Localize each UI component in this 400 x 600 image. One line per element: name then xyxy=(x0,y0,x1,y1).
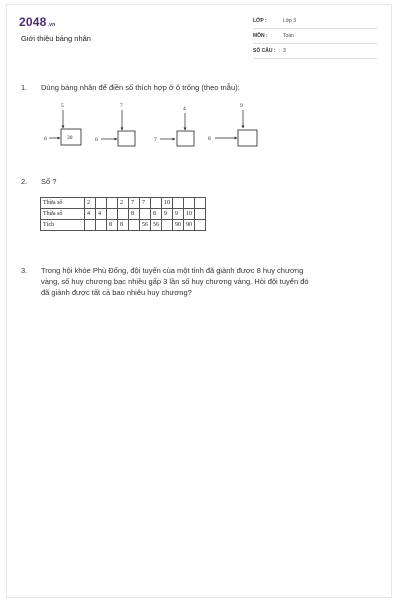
table-cell[interactable]: 8 xyxy=(151,209,162,220)
table-cell[interactable] xyxy=(129,220,140,231)
table-cell[interactable] xyxy=(151,198,162,209)
table-cell[interactable] xyxy=(195,209,206,220)
meta-label: MÔN : xyxy=(253,33,268,39)
diagram-top-number: 4 xyxy=(183,106,186,112)
table-cell[interactable]: 56 xyxy=(140,220,151,231)
diagram-item xyxy=(44,103,81,145)
table-cell[interactable] xyxy=(140,209,151,220)
table-cell[interactable] xyxy=(173,198,184,209)
table-cell[interactable] xyxy=(96,220,107,231)
table-row xyxy=(41,220,206,231)
table-cell[interactable]: 56 xyxy=(151,220,162,231)
diagram-top-number: 9 xyxy=(240,103,243,109)
table-row xyxy=(41,209,206,220)
table-cell[interactable] xyxy=(195,198,206,209)
diagram-top-number: 7 xyxy=(120,103,123,109)
diagram-left-number: 6 xyxy=(44,136,47,142)
meta-subject xyxy=(253,29,377,44)
table-row xyxy=(41,198,206,209)
question-text: Số ? xyxy=(41,177,57,186)
table-cell[interactable]: 90 xyxy=(173,220,184,231)
table-cell[interactable]: 4 xyxy=(96,209,107,220)
meta-value: 3 xyxy=(283,48,286,54)
table-cell[interactable] xyxy=(195,220,206,231)
table-cell[interactable] xyxy=(107,209,118,220)
diagram-item xyxy=(95,103,135,146)
table-cell[interactable] xyxy=(85,220,96,231)
meta-label: LỚP : xyxy=(253,18,267,24)
answer-box[interactable] xyxy=(238,130,257,146)
question-line: đã giành được tất cả bao nhiêu huy chương? xyxy=(41,288,192,297)
table-cell[interactable] xyxy=(118,209,129,220)
question-line: Trong hội khỏe Phù Đổng, đội tuyển của một tỉnh đã giành được 8 huy chương xyxy=(41,266,304,275)
multiplication-table xyxy=(40,197,206,231)
diagram-item xyxy=(208,103,257,146)
answer-box[interactable] xyxy=(118,131,135,146)
diagram-top-number: 5 xyxy=(61,103,64,109)
question-1 xyxy=(21,82,381,94)
table-cell[interactable]: 8 xyxy=(107,220,118,231)
meta-value: Toán xyxy=(283,33,294,39)
table-cell[interactable]: 8 xyxy=(118,220,129,231)
site-logo[interactable]: 2048.vn xyxy=(19,15,56,29)
question-number: 3. xyxy=(21,266,28,275)
question-text xyxy=(41,265,381,298)
meta-class xyxy=(253,14,377,29)
table-cell[interactable]: 9 xyxy=(173,209,184,220)
question-3 xyxy=(21,265,381,301)
table-cell[interactable]: 7 xyxy=(129,198,140,209)
table-cell[interactable]: 10 xyxy=(184,209,195,220)
diagram-left-number: 6 xyxy=(95,137,98,143)
meta-question-count xyxy=(253,44,377,59)
table-cell[interactable] xyxy=(184,198,195,209)
question-line: vàng, số huy chương bạc nhiều gấp 3 lần số huy chương vàng. Hỏi đội tuyển đó xyxy=(41,277,309,286)
table-cell[interactable]: 10 xyxy=(162,198,173,209)
table-cell[interactable] xyxy=(162,220,173,231)
diagram-item xyxy=(154,106,194,146)
table-cell[interactable] xyxy=(107,198,118,209)
meta-label: SỐ CÂU : xyxy=(253,48,276,54)
row-header: Thừa số xyxy=(41,198,85,209)
row-header: Tích xyxy=(41,220,85,231)
multiplication-diagram xyxy=(0,98,300,153)
question-number: 1. xyxy=(21,83,28,92)
question-text: Dùng bảng nhân để điền số thích hợp ở ô trống (theo mẫu): xyxy=(41,83,240,92)
diagram-box-value: 30 xyxy=(67,135,73,141)
table-cell[interactable]: 2 xyxy=(118,198,129,209)
question-number: 2. xyxy=(21,177,28,186)
diagram-left-number: 8 xyxy=(208,136,211,142)
table-cell[interactable]: 9 xyxy=(162,209,173,220)
table-cell[interactable] xyxy=(96,198,107,209)
table-cell[interactable]: 2 xyxy=(85,198,96,209)
row-header: Thừa số xyxy=(41,209,85,220)
diagram-left-number: 7 xyxy=(154,137,157,143)
table-cell[interactable]: 4 xyxy=(85,209,96,220)
question-2 xyxy=(21,176,221,188)
meta-value: Lớp 3 xyxy=(283,18,297,24)
table-cell[interactable]: 7 xyxy=(140,198,151,209)
table-cell[interactable]: 90 xyxy=(184,220,195,231)
table-cell[interactable]: 8 xyxy=(129,209,140,220)
worksheet-title: Giới thiệu bảng nhân xyxy=(21,34,91,43)
answer-box[interactable] xyxy=(177,131,194,146)
